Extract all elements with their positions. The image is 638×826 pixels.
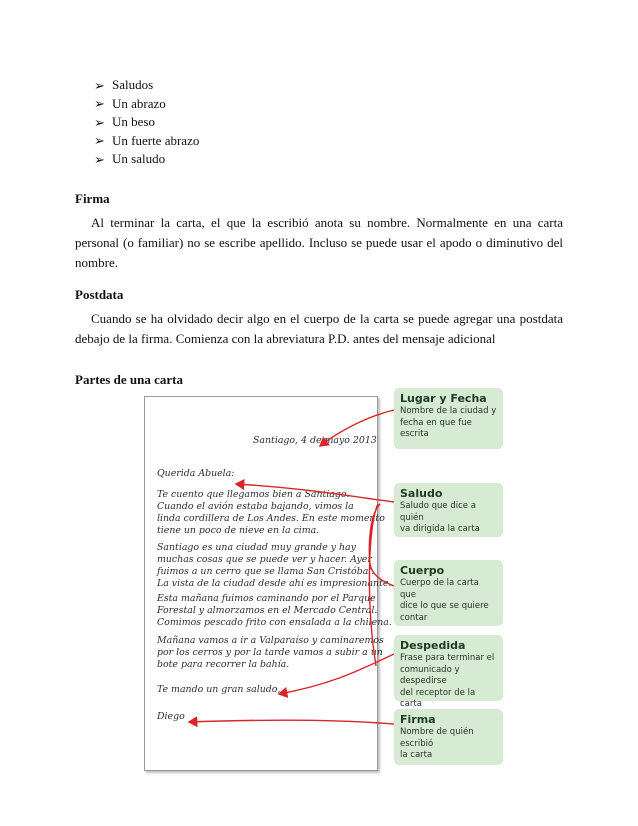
letter-body-line: La vista de la ciudad desde ahí es impresionante. <box>157 578 392 589</box>
list-item: ➢ Un fuerte abrazo <box>94 132 200 149</box>
letter-body-line: linda cordillera de Los Andes. En este momento <box>157 513 385 524</box>
list-item: ➢ Saludos <box>94 77 154 93</box>
letter-parts-figure <box>144 384 505 776</box>
arrow-bullet-icon: ➢ <box>94 114 105 130</box>
firma-paragraph: Al terminar la carta, el que la escribió anota su nombre. Normalmente en una carta personal (o familiar) no se escribe apellido. Incluso se puede usar el apodo o diminutivo del nombre. <box>75 215 563 270</box>
letter-body-line: Comimos pescado frito con ensalada a la chilena. <box>157 617 392 628</box>
list-item: ➢ Un saludo <box>94 151 166 167</box>
arrow-bullet-icon: ➢ <box>94 77 105 93</box>
arrow-bullet-icon: ➢ <box>94 133 105 149</box>
letter-date: Santiago, 4 de mayo 2013 <box>253 435 377 446</box>
list-item: ➢ Un abrazo <box>94 95 166 112</box>
list-item: ➢ Un beso <box>94 114 155 130</box>
postdata-heading: Postdata <box>75 287 124 302</box>
letter-body-line: Forestal y almorzamos en el Mercado Central. <box>157 605 378 616</box>
letter-closing: Te mando un gran saludo, <box>157 684 281 695</box>
letter-body-line: Te cuento que llegamos bien a Santiago. <box>157 489 350 500</box>
pointer-arrows <box>144 384 505 776</box>
arrow-bullet-icon: ➢ <box>94 96 105 112</box>
letter-body-line: muchas cosas que se puede ver y hacer. Ayer <box>157 554 372 565</box>
postdata-paragraph: Cuando se ha olvidado decir algo en el cuerpo de la carta se puede agregar una postdata debajo de la firma. Comienza con la abreviatura P.D. antes del mensaje adicional <box>75 311 563 346</box>
letter-body-line: tiene un poco de nieve en la cima. <box>157 525 320 536</box>
letter-body-line: Santiago es una ciudad muy grande y hay <box>157 542 356 553</box>
firma-heading: Firma <box>75 191 110 206</box>
label-lugar-fecha: Lugar y Fecha Nombre de la ciudad y fecha en que fue escrita <box>394 388 503 449</box>
arrow-bullet-icon: ➢ <box>94 151 105 167</box>
letter-greeting: Querida Abuela: <box>157 468 235 479</box>
letter-body-line: por los cerros y por la tarde vamos a subir a un <box>157 647 383 658</box>
letter-body-line: fuimos a un cerro que se llama San Cristóbal. <box>157 566 375 577</box>
letter-signature: Diego <box>157 711 185 722</box>
closing-phrases-list <box>94 76 199 169</box>
label-cuerpo: Cuerpo Cuerpo de la carta que dice lo que se quiere contar <box>394 560 503 626</box>
label-firma: Firma Nombre de quién escribió la carta <box>394 709 503 765</box>
letter-body-line: Cuando el avión estaba bajando, vimos la <box>157 501 354 512</box>
label-despedida: Despedida Frase para terminar el comunicado y despedirse del receptor de la carta <box>394 635 503 701</box>
letter-body-line: bote para recorrer la bahía. <box>157 659 290 670</box>
label-saludo: Saludo Saludo que dice a quién va dirigida la carta <box>394 483 503 537</box>
arrow-firma <box>189 720 394 724</box>
arrow-cuerpo <box>369 504 394 666</box>
arrow-despedida <box>279 654 394 694</box>
partes-heading: Partes de una carta <box>75 372 183 387</box>
arrow-lugar-fecha <box>320 410 394 446</box>
letter-body-line: Mañana vamos a ir a Valparaíso y caminaremos <box>157 635 384 646</box>
arrow-saludo <box>236 484 394 502</box>
letter-body-line: Esta mañana fuimos caminando por el Parque <box>157 593 376 604</box>
